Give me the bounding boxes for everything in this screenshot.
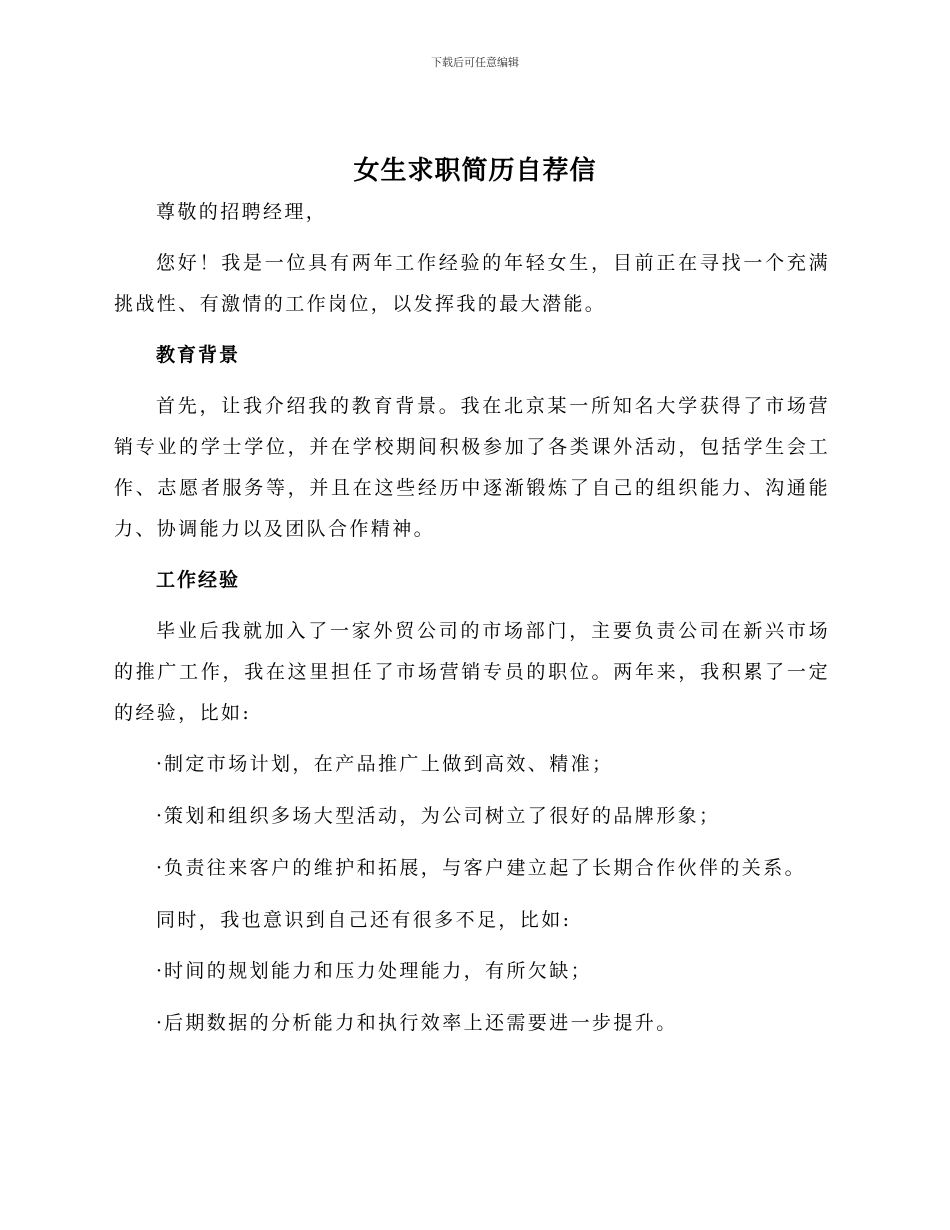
education-heading: 教育背景: [156, 344, 241, 366]
bullet-icon: ·: [156, 753, 165, 775]
work-paragraph: 毕业后我就加入了一家外贸公司的市场部门，主要负责公司在新兴市场的推广工作，我在这里担任了市场营销专员的职位。两年来，我积累了一定的经验，比如:: [114, 620, 830, 724]
work-heading: 工作经验: [156, 569, 241, 591]
list-item-text: 负责往来客户的维护和拓展，与客户建立起了长期合作伙伴的关系。: [164, 857, 807, 879]
list-item-text: 制定市场计划，在产品推广上做到高效、精准；: [164, 753, 614, 775]
bullet-icon: ·: [156, 805, 165, 827]
bullet-icon: ·: [156, 857, 165, 879]
bullet-icon: ·: [156, 960, 165, 982]
education-paragraph: 首先，让我介绍我的教育背景。我在北京某一所知名大学获得了市场营销专业的学士学位，并在学校期间积极参加了各类课外活动，包括学生会工作、志愿者服务等，并且在这些经历中逐渐锻炼了自己的组织能力、沟通能力、协调能力以及团队合作精神。: [114, 395, 830, 540]
greeting: 尊敬的招聘经理，: [156, 201, 328, 223]
list-item-text: 策划和组织多场大型活动，为公司树立了很好的品牌形象；: [164, 805, 721, 827]
shortcomings-list: [114, 951, 830, 1044]
list-item: [114, 796, 830, 837]
list-item: [114, 744, 830, 785]
header-note: 下载后可任意编辑: [431, 56, 519, 69]
list-item-text: 时间的规划能力和压力处理能力，有所欠缺；: [164, 960, 593, 982]
bullet-icon: ·: [156, 1012, 165, 1034]
list-item: [114, 1003, 830, 1044]
list-item: [114, 951, 830, 992]
list-item: [114, 848, 830, 889]
document-title: 女生求职简历自荐信: [353, 156, 597, 186]
achievements-list: [114, 744, 830, 889]
letter-body: [114, 192, 830, 1055]
intro-paragraph: 您好！我是一位具有两年工作经验的年轻女生，目前正在寻找一个充满挑战性、有激情的工作岗位，以发挥我的最大潜能。: [114, 252, 830, 315]
shortcomings-intro: 同时，我也意识到自己还有很多不足，比如:: [156, 909, 572, 931]
list-item-text: 后期数据的分析能力和执行效率上还需要进一步提升。: [164, 1012, 678, 1034]
